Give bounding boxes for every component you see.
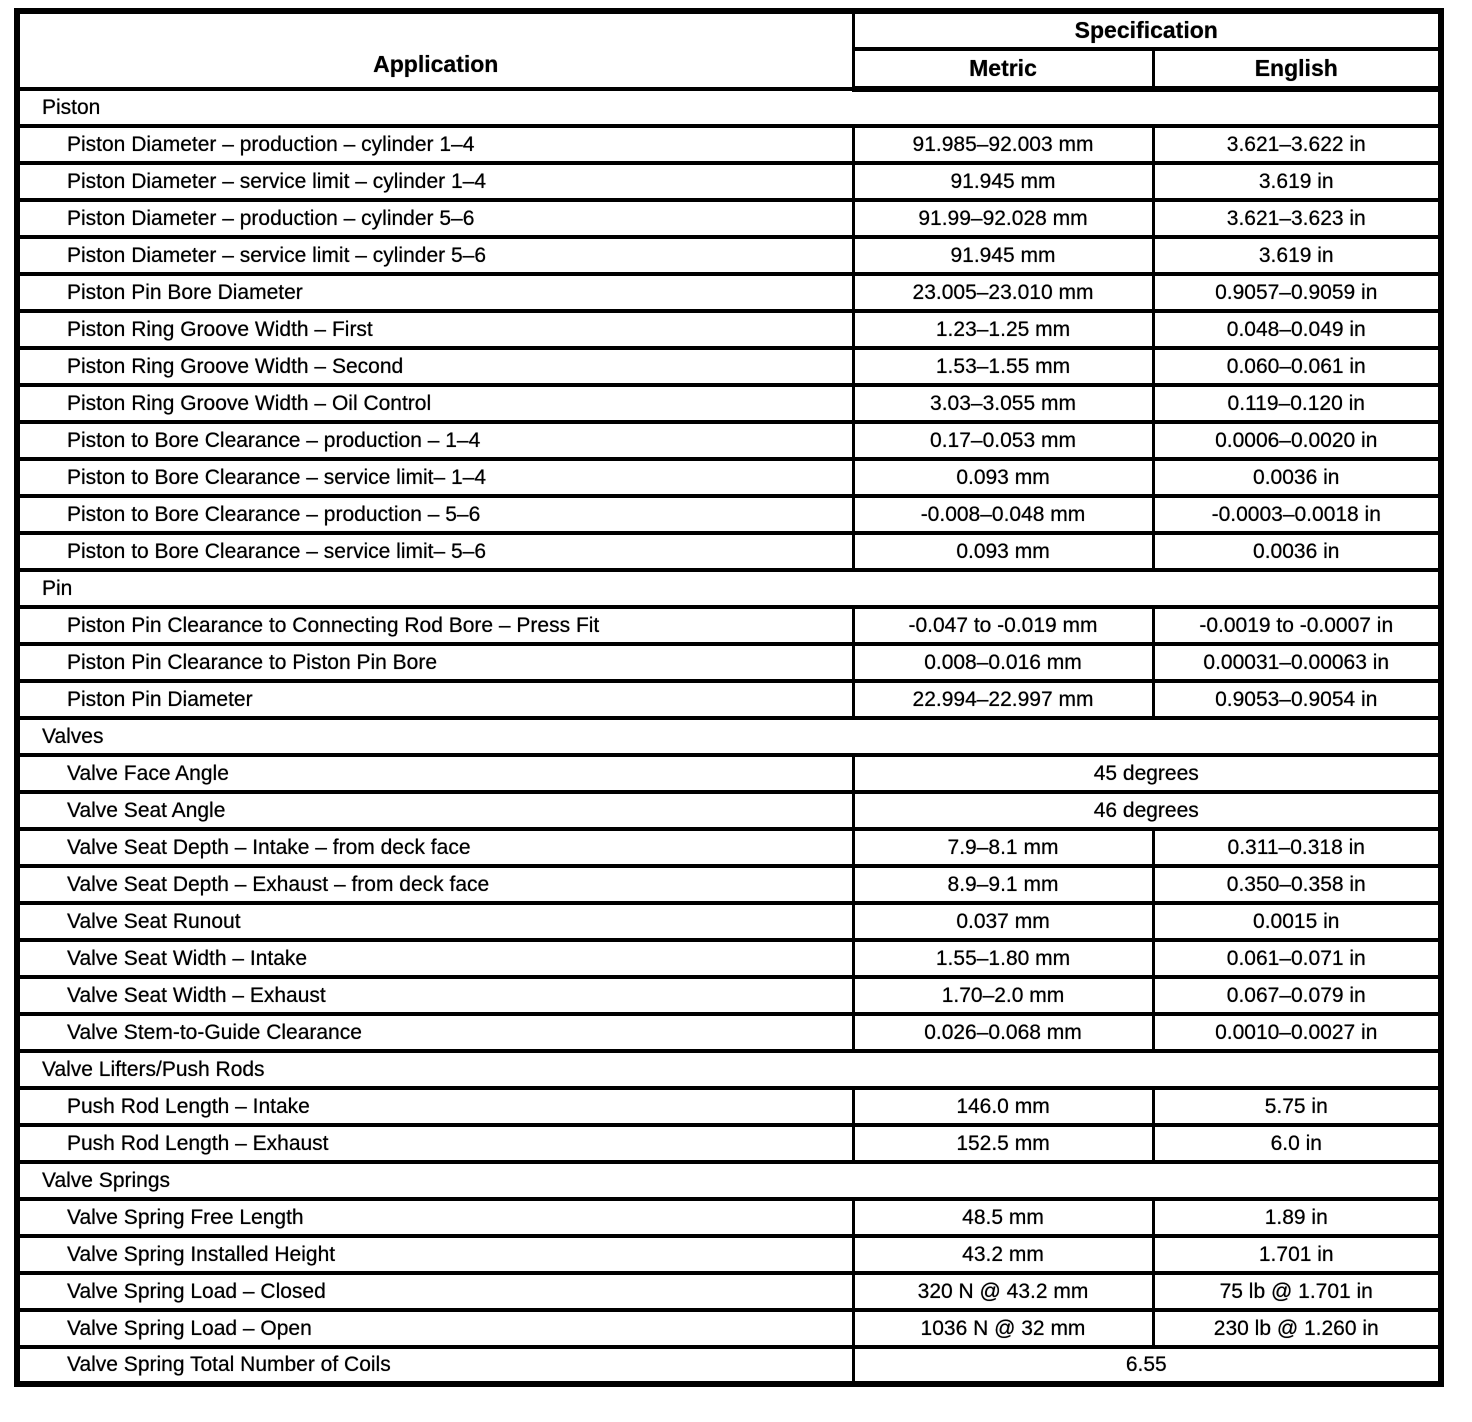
metric-cell: 0.037 mm [853, 903, 1153, 940]
application-cell: Piston Diameter – production – cylinder 5–6 [17, 200, 853, 237]
application-cell: Piston Diameter – service limit – cylinder 5–6 [17, 237, 853, 274]
english-cell: 0.311–0.318 in [1153, 829, 1441, 866]
application-cell: Valve Spring Load – Open [17, 1310, 853, 1347]
table-row [17, 126, 1441, 163]
table-row [17, 1273, 1441, 1310]
application-cell: Piston Pin Clearance to Connecting Rod Bore – Press Fit [17, 607, 853, 644]
metric-cell: 1.55–1.80 mm [853, 940, 1153, 977]
metric-cell: 48.5 mm [853, 1199, 1153, 1236]
metric-cell: 91.985–92.003 mm [853, 126, 1153, 163]
metric-cell: 1.53–1.55 mm [853, 348, 1153, 385]
table-row [17, 422, 1441, 459]
english-cell: 0.0036 in [1153, 533, 1441, 570]
application-cell: Piston Diameter – service limit – cylinder 1–4 [17, 163, 853, 200]
table-row [17, 1310, 1441, 1347]
application-cell: Valve Stem-to-Guide Clearance [17, 1014, 853, 1051]
application-cell: Valve Seat Width – Exhaust [17, 977, 853, 1014]
english-cell: 0.061–0.071 in [1153, 940, 1441, 977]
table-row [17, 1199, 1441, 1236]
table-row [17, 1125, 1441, 1162]
metric-cell: 91.99–92.028 mm [853, 200, 1153, 237]
table-row [17, 755, 1441, 792]
application-cell: Valve Spring Load – Closed [17, 1273, 853, 1310]
table-row [17, 940, 1441, 977]
application-cell: Piston Diameter – production – cylinder 1–4 [17, 126, 853, 163]
english-cell: 0.0006–0.0020 in [1153, 422, 1441, 459]
english-cell: 0.0015 in [1153, 903, 1441, 940]
metric-column-header: Metric [853, 49, 1153, 89]
table-row [17, 237, 1441, 274]
english-cell: 75 lb @ 1.701 in [1153, 1273, 1441, 1310]
english-cell: 3.619 in [1153, 237, 1441, 274]
section-row [17, 89, 1441, 126]
application-cell: Piston Pin Bore Diameter [17, 274, 853, 311]
application-cell: Piston Pin Diameter [17, 681, 853, 718]
table-row [17, 644, 1441, 681]
table-body [17, 89, 1441, 1384]
section-title: Valve Lifters/Push Rods [17, 1051, 1441, 1088]
application-cell: Piston to Bore Clearance – production – 1–4 [17, 422, 853, 459]
english-cell: -0.0003–0.0018 in [1153, 496, 1441, 533]
application-cell: Valve Seat Depth – Exhaust – from deck face [17, 866, 853, 903]
metric-cell: 152.5 mm [853, 1125, 1153, 1162]
section-row [17, 718, 1441, 755]
metric-cell: 320 N @ 43.2 mm [853, 1273, 1153, 1310]
section-title: Pin [17, 570, 1441, 607]
metric-cell: 22.994–22.997 mm [853, 681, 1153, 718]
spec-value-cell: 46 degrees [853, 792, 1441, 829]
english-cell: -0.0019 to -0.0007 in [1153, 607, 1441, 644]
application-cell: Valve Seat Width – Intake [17, 940, 853, 977]
application-cell: Piston Ring Groove Width – Oil Control [17, 385, 853, 422]
english-cell: 0.350–0.358 in [1153, 866, 1441, 903]
table-row [17, 829, 1441, 866]
english-cell: 5.75 in [1153, 1088, 1441, 1125]
application-cell: Push Rod Length – Exhaust [17, 1125, 853, 1162]
header-row-specification [17, 11, 1441, 49]
table-row [17, 496, 1441, 533]
spec-value-cell: 6.55 [853, 1347, 1441, 1384]
table-row [17, 607, 1441, 644]
english-cell: 0.9053–0.9054 in [1153, 681, 1441, 718]
spec-value-cell: 45 degrees [853, 755, 1441, 792]
metric-cell: 91.945 mm [853, 237, 1153, 274]
section-title: Valves [17, 718, 1441, 755]
table-row [17, 1014, 1441, 1051]
application-cell: Piston Pin Clearance to Piston Pin Bore [17, 644, 853, 681]
section-title: Valve Springs [17, 1162, 1441, 1199]
specification-table [14, 8, 1444, 1387]
table-row [17, 200, 1441, 237]
table-row [17, 1236, 1441, 1273]
english-cell: 1.701 in [1153, 1236, 1441, 1273]
english-cell: 0.0036 in [1153, 459, 1441, 496]
table-row [17, 311, 1441, 348]
metric-cell: 1036 N @ 32 mm [853, 1310, 1153, 1347]
application-cell: Piston Ring Groove Width – First [17, 311, 853, 348]
section-row [17, 1162, 1441, 1199]
metric-cell: 7.9–8.1 mm [853, 829, 1153, 866]
application-cell: Push Rod Length – Intake [17, 1088, 853, 1125]
english-cell: 0.00031–0.00063 in [1153, 644, 1441, 681]
metric-cell: 91.945 mm [853, 163, 1153, 200]
metric-cell: 0.008–0.016 mm [853, 644, 1153, 681]
metric-cell: 1.70–2.0 mm [853, 977, 1153, 1014]
table-row [17, 977, 1441, 1014]
application-cell: Piston to Bore Clearance – service limit– 5–6 [17, 533, 853, 570]
metric-cell: -0.008–0.048 mm [853, 496, 1153, 533]
english-cell: 230 lb @ 1.260 in [1153, 1310, 1441, 1347]
application-cell: Valve Face Angle [17, 755, 853, 792]
table-row [17, 1347, 1441, 1384]
metric-cell: 0.093 mm [853, 459, 1153, 496]
application-cell: Piston to Bore Clearance – production – 5–6 [17, 496, 853, 533]
section-row [17, 570, 1441, 607]
table-row [17, 681, 1441, 718]
section-title: Piston [17, 89, 1441, 126]
table-row [17, 385, 1441, 422]
english-cell: 0.9057–0.9059 in [1153, 274, 1441, 311]
section-row [17, 1051, 1441, 1088]
metric-cell: 146.0 mm [853, 1088, 1153, 1125]
metric-cell: 3.03–3.055 mm [853, 385, 1153, 422]
english-cell: 3.619 in [1153, 163, 1441, 200]
table-row [17, 459, 1441, 496]
english-cell: 0.048–0.049 in [1153, 311, 1441, 348]
english-cell: 1.89 in [1153, 1199, 1441, 1236]
table-row [17, 163, 1441, 200]
english-cell: 0.0010–0.0027 in [1153, 1014, 1441, 1051]
metric-cell: 0.026–0.068 mm [853, 1014, 1153, 1051]
english-column-header: English [1153, 49, 1441, 89]
metric-cell: 1.23–1.25 mm [853, 311, 1153, 348]
table-row [17, 1088, 1441, 1125]
application-cell: Piston Ring Groove Width – Second [17, 348, 853, 385]
english-cell: 0.060–0.061 in [1153, 348, 1441, 385]
application-cell: Valve Spring Free Length [17, 1199, 853, 1236]
metric-cell: -0.047 to -0.019 mm [853, 607, 1153, 644]
table-row [17, 274, 1441, 311]
application-cell: Valve Seat Depth – Intake – from deck face [17, 829, 853, 866]
english-cell: 3.621–3.623 in [1153, 200, 1441, 237]
application-cell: Piston to Bore Clearance – service limit– 1–4 [17, 459, 853, 496]
metric-cell: 8.9–9.1 mm [853, 866, 1153, 903]
application-cell: Valve Seat Angle [17, 792, 853, 829]
english-cell: 3.621–3.622 in [1153, 126, 1441, 163]
metric-cell: 23.005–23.010 mm [853, 274, 1153, 311]
table-row [17, 866, 1441, 903]
table-row [17, 348, 1441, 385]
application-column-header: Application [17, 11, 853, 89]
application-cell: Valve Spring Installed Height [17, 1236, 853, 1273]
metric-cell: 0.17–0.053 mm [853, 422, 1153, 459]
metric-cell: 0.093 mm [853, 533, 1153, 570]
metric-cell: 43.2 mm [853, 1236, 1153, 1273]
english-cell: 6.0 in [1153, 1125, 1441, 1162]
application-cell: Valve Spring Total Number of Coils [17, 1347, 853, 1384]
table-row [17, 792, 1441, 829]
english-cell: 0.119–0.120 in [1153, 385, 1441, 422]
table-row [17, 533, 1441, 570]
english-cell: 0.067–0.079 in [1153, 977, 1441, 1014]
specification-column-header: Specification [853, 11, 1441, 49]
application-cell: Valve Seat Runout [17, 903, 853, 940]
table-row [17, 903, 1441, 940]
